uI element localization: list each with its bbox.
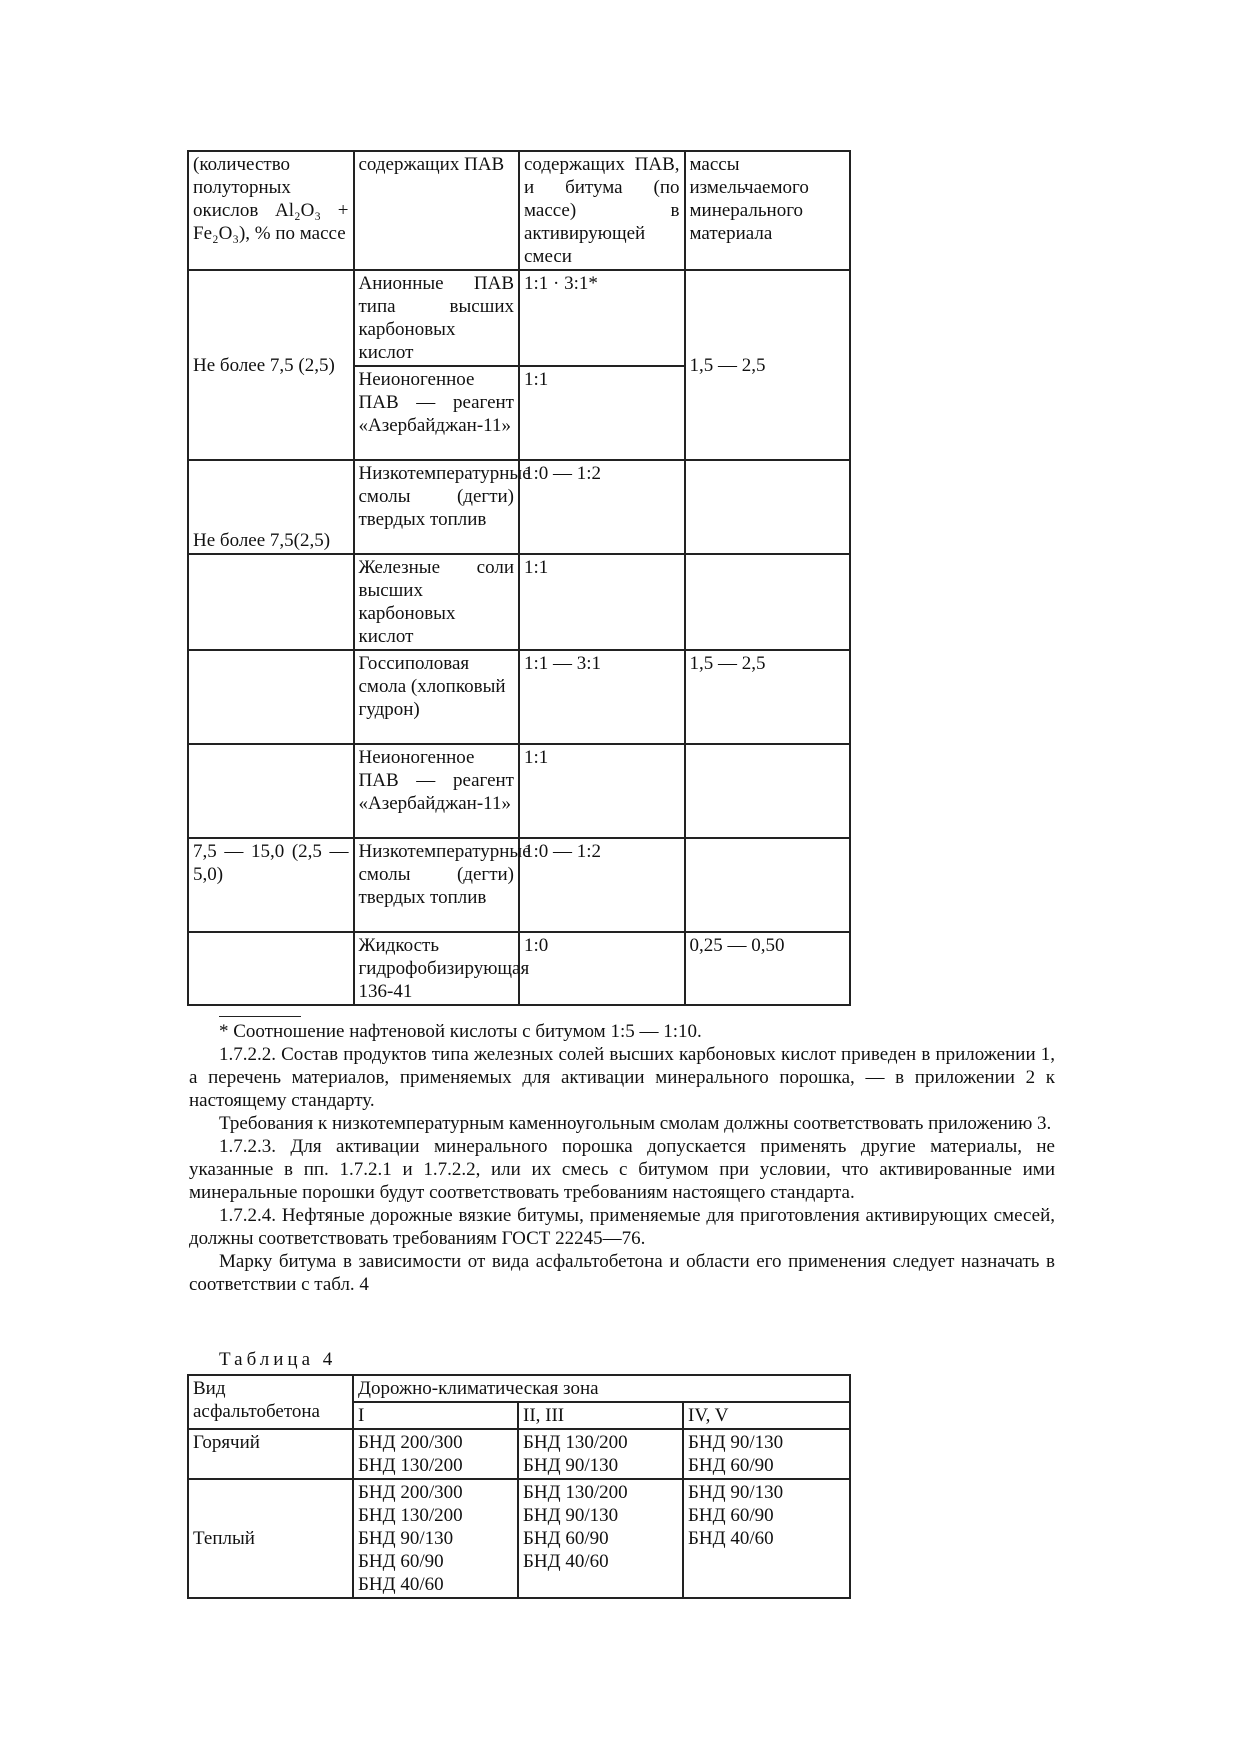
mass-cell	[685, 460, 851, 554]
table-row	[188, 554, 850, 650]
zone-header-cell: I	[353, 1402, 518, 1429]
asphalt-type-cell: Горячий	[188, 1429, 353, 1479]
paragraph: Марку битума в зависимости от вида асфальтобетона и области его применения следует назначать в соответствии с табл. 4	[189, 1251, 1055, 1295]
table-header-row	[188, 151, 850, 270]
oxide-content-cell	[188, 650, 354, 744]
mass-cell: 0,25 — 0,50	[685, 932, 851, 1005]
ratio-cell: 1:1	[519, 744, 685, 838]
zone-header-cell: II, III	[518, 1402, 683, 1429]
activation-materials-table	[187, 150, 851, 1006]
surfactant-cell: Госсиполовая смола (хлопковый гудрон)	[354, 650, 520, 744]
paragraph: 1.7.2.4. Нефтяные дорожные вязкие битумы, применяемые для приготовления активирующих смесей, должны соответствовать требованиям ГОСТ 22245—76.	[189, 1205, 1055, 1249]
header-cell-mass: массы измельчаемого минерального материала	[685, 151, 851, 270]
header-cell-surfactant: содержащих ПАВ	[354, 151, 520, 270]
footnote: * Соотношение нафтеновой кислоты с битумом 1:5 — 1:10.	[219, 1021, 702, 1042]
grade-cell: БНД 90/130 БНД 60/90	[683, 1429, 850, 1479]
ratio-cell: 1:1 · 3:1*	[519, 270, 685, 366]
ratio-cell: 1:1	[519, 366, 685, 460]
mass-cell: 1,5 — 2,5	[685, 650, 851, 744]
header-cell-zone: Дорожно-климатическая зона	[353, 1375, 850, 1402]
paragraph: 1.7.2.2. Состав продуктов типа железных солей высших карбоновых кислот приведен в приложении 1, а перечень материалов, применяемых для активации минерального порошка, — в приложении 2 к настоящему стандарту.	[189, 1044, 1055, 1111]
table-row	[188, 932, 850, 1005]
grade-cell: БНД 200/300 БНД 130/200 БНД 90/130 БНД 60/90 БНД 40/60	[353, 1479, 518, 1598]
grade-cell: БНД 130/200 БНД 90/130	[518, 1429, 683, 1479]
zone-header-cell: IV, V	[683, 1402, 850, 1429]
oxide-content-cell	[188, 932, 354, 1005]
ratio-cell: 1:1	[519, 554, 685, 650]
table-row	[188, 270, 850, 366]
surfactant-cell: Железные соли высших карбоновых кислот	[354, 554, 520, 650]
mass-cell	[685, 838, 851, 932]
ratio-cell: 1:0 — 1:2	[519, 838, 685, 932]
oxide-content-cell	[188, 554, 354, 650]
surfactant-cell: Анионные ПАВ типа высших карбоновых кислот	[354, 270, 520, 366]
header-cell-ratio: содержащих ПАВ, и битума (по массе) в активирующей смеси	[519, 151, 685, 270]
surfactant-cell: Жидкость гидрофобизирующая 136-41	[354, 932, 520, 1005]
oxide-content-cell	[188, 744, 354, 838]
mass-cell	[685, 554, 851, 650]
body-text	[189, 1010, 1055, 1296]
table-4-caption: Таблица 4	[219, 1349, 337, 1370]
surfactant-cell: Низкотемпературные смолы (дегти) твердых топлив	[354, 460, 520, 554]
paragraph: 1.7.2.3. Для активации минерального порошка допускается применять другие материалы, не указанные в пп. 1.7.2.1 и 1.7.2.2, или их смесь с битумом при условии, что активированные ими минеральные порошки будут соответствовать требованиям настоящего стандарта.	[189, 1136, 1055, 1203]
header-cell-type: Вид асфальтобетона	[188, 1375, 353, 1429]
table-header-row	[188, 1375, 850, 1402]
surfactant-cell: Неионогенное ПАВ — реагент «Азербайджан-11»	[354, 366, 520, 460]
oxide-content-cell: Не более 7,5(2,5)	[188, 460, 354, 554]
surfactant-cell: Неионогенное ПАВ — реагент «Азербайджан-11»	[354, 744, 520, 838]
ratio-cell: 1:0	[519, 932, 685, 1005]
table-row	[188, 744, 850, 838]
ratio-cell: 1:0 — 1:2	[519, 460, 685, 554]
header-cell-oxides: (количество полуторных окислов Al₂O₃ + Fe₂O₃), % по массе	[188, 151, 354, 270]
table-row	[188, 1479, 850, 1598]
grade-cell: БНД 90/130 БНД 60/90 БНД 40/60	[683, 1479, 850, 1598]
ratio-cell: 1:1 — 3:1	[519, 650, 685, 744]
oxide-content-cell: Не более 7,5 (2,5)	[188, 270, 354, 460]
oxide-content-cell: 7,5 — 15,0 (2,5 — 5,0)	[188, 838, 354, 932]
table-row	[188, 460, 850, 554]
grade-cell: БНД 130/200 БНД 90/130 БНД 60/90 БНД 40/60	[518, 1479, 683, 1598]
table-row	[188, 838, 850, 932]
table-row	[188, 650, 850, 744]
table-row	[188, 1429, 850, 1479]
asphalt-type-cell: Теплый	[188, 1479, 353, 1598]
surfactant-cell: Низкотемпературные смолы (дегти) твердых топлив	[354, 838, 520, 932]
mass-cell	[685, 744, 851, 838]
mass-cell: 1,5 — 2,5	[685, 270, 851, 460]
paragraph: Требования к низкотемпературным каменноугольным смолам должны соответствовать приложению 3.	[219, 1113, 1052, 1134]
grade-cell: БНД 200/300 БНД 130/200	[353, 1429, 518, 1479]
bitumen-grade-table	[187, 1374, 851, 1599]
